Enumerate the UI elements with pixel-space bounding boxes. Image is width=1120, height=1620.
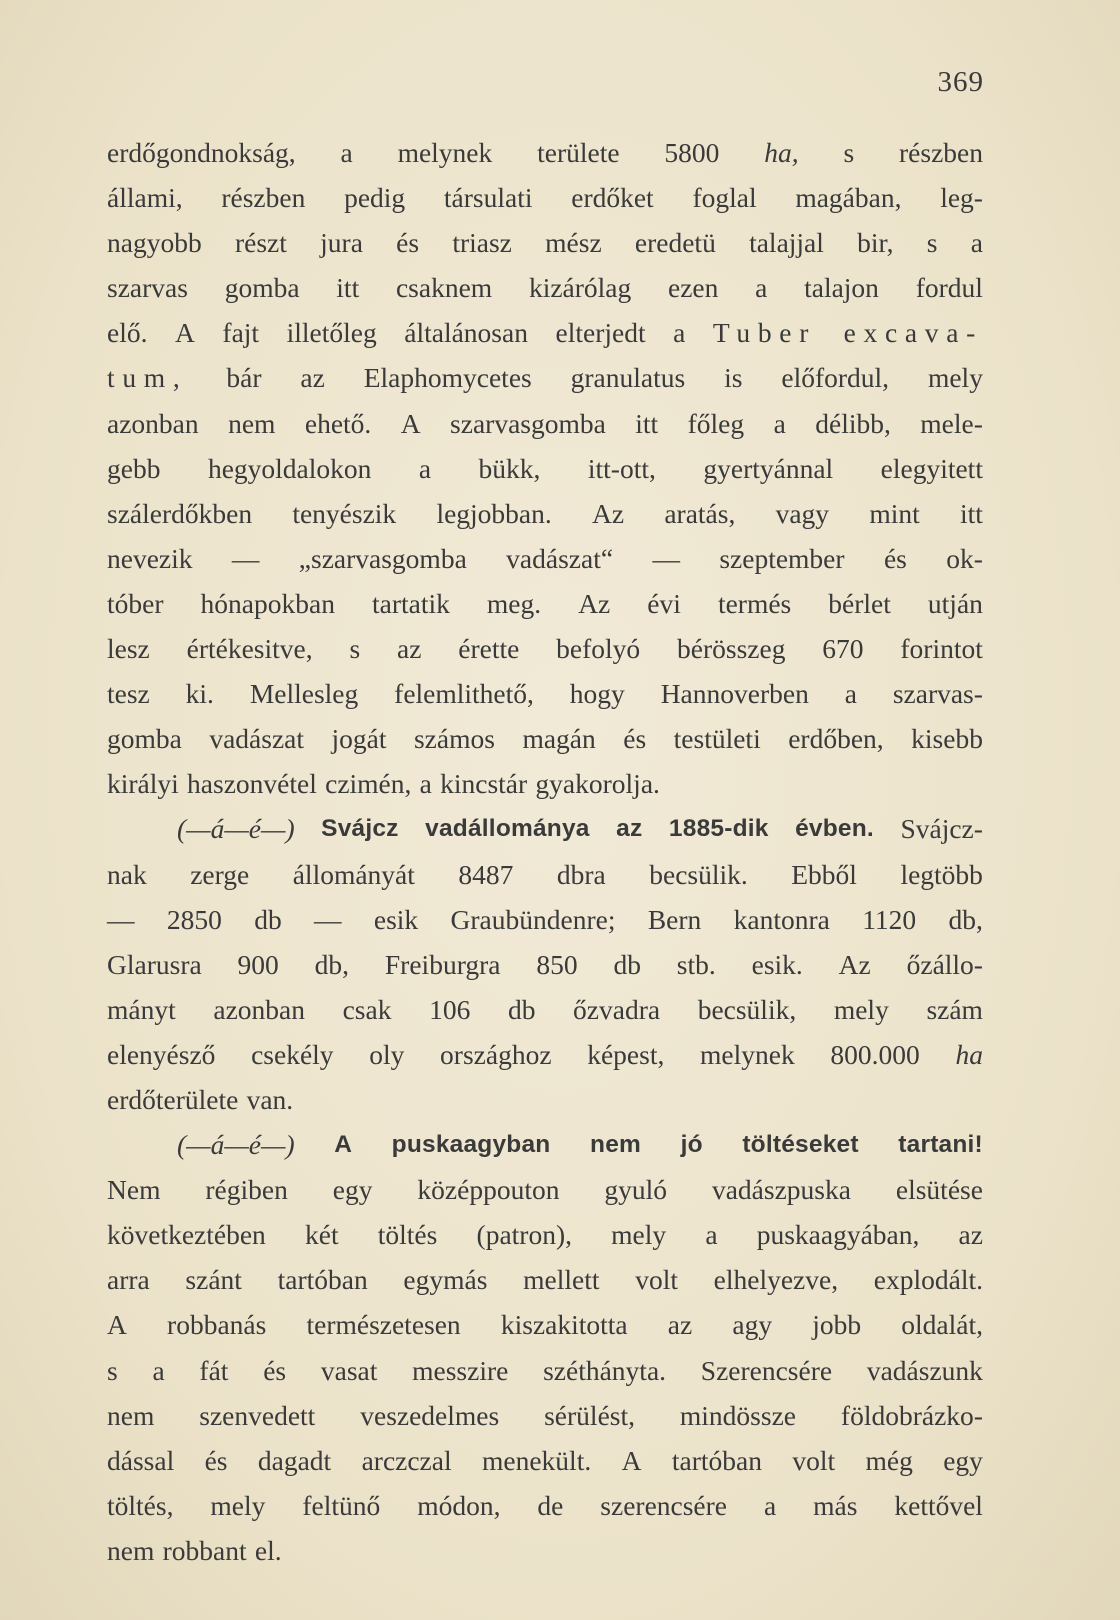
word: tartóban bbox=[277, 1264, 368, 1296]
word: a bbox=[340, 137, 353, 168]
word: erdőgondnokság, bbox=[107, 137, 296, 168]
word: két bbox=[304, 1219, 339, 1251]
word: kantonra bbox=[733, 903, 830, 935]
word: db bbox=[613, 948, 641, 980]
word: területe bbox=[537, 137, 620, 168]
word: feltünő bbox=[302, 1489, 381, 1521]
word: más bbox=[813, 1489, 858, 1521]
page-body-text bbox=[107, 130, 983, 1573]
heading-word: A bbox=[334, 1131, 353, 1159]
word: a bbox=[152, 1354, 165, 1386]
word: őzállo- bbox=[906, 948, 983, 980]
word: Mellesleg bbox=[249, 678, 359, 710]
heading-word: puskaagyban bbox=[391, 1131, 551, 1159]
word: szánt bbox=[185, 1264, 242, 1296]
word: a bbox=[755, 272, 768, 304]
word: régiben bbox=[205, 1174, 288, 1206]
word: haszonvétel bbox=[187, 768, 317, 800]
text-line bbox=[107, 265, 983, 310]
word: db bbox=[254, 903, 282, 935]
word: utján bbox=[927, 587, 983, 619]
word: és bbox=[263, 1354, 287, 1386]
word: itt bbox=[336, 272, 360, 304]
word: itt-ott, bbox=[587, 452, 656, 484]
heading-word: Svájcz bbox=[321, 815, 399, 843]
word: erdőterülete bbox=[107, 1083, 239, 1115]
word: meg. bbox=[486, 587, 542, 619]
word: Elaphomycetes bbox=[363, 362, 532, 394]
word: Ebből bbox=[791, 858, 857, 890]
word: felemlithető, bbox=[394, 678, 534, 710]
word: állományát bbox=[292, 858, 415, 890]
text-line bbox=[107, 1483, 983, 1528]
text-line bbox=[107, 1032, 983, 1077]
word: db bbox=[507, 993, 536, 1025]
word: őzvadra bbox=[573, 993, 661, 1025]
word: A bbox=[400, 407, 421, 439]
word: ezen bbox=[668, 272, 719, 304]
word: „szarvasgomba bbox=[298, 542, 467, 574]
word: becsülik, bbox=[697, 993, 797, 1025]
word: oldalát, bbox=[901, 1309, 983, 1341]
word: sérülést, bbox=[544, 1399, 635, 1431]
word: részben bbox=[221, 182, 306, 214]
word: legjobban. bbox=[436, 497, 552, 529]
word: 850 bbox=[536, 948, 578, 980]
word: 8487 bbox=[458, 858, 514, 890]
word: a bbox=[970, 227, 983, 259]
word: elegyitett bbox=[880, 452, 983, 484]
word: dagadt bbox=[257, 1444, 332, 1476]
word: a bbox=[844, 678, 857, 710]
word: db, bbox=[314, 948, 350, 980]
word: 5800 bbox=[664, 137, 720, 168]
word: A bbox=[175, 317, 195, 349]
text-line bbox=[107, 1212, 983, 1257]
word: (—á—é—) bbox=[177, 1129, 295, 1161]
word: 670 bbox=[822, 633, 864, 665]
word: nagyobb bbox=[107, 227, 202, 259]
word: töltés bbox=[377, 1219, 438, 1251]
word: Glarusra bbox=[107, 948, 202, 980]
word: Tuber bbox=[712, 317, 817, 349]
text-line bbox=[107, 1167, 983, 1212]
word: bir, bbox=[857, 227, 894, 259]
word: bérlet bbox=[828, 587, 891, 619]
text-line bbox=[107, 897, 983, 942]
word: 800.000 bbox=[830, 1038, 920, 1070]
word: vadászunk bbox=[866, 1354, 983, 1386]
word: fordul bbox=[915, 272, 983, 304]
word: termés bbox=[717, 587, 792, 619]
word: szenvedett bbox=[199, 1399, 316, 1431]
text-line bbox=[107, 852, 983, 897]
word: főleg bbox=[687, 407, 745, 439]
word: állami, bbox=[107, 182, 183, 214]
word: szarvas bbox=[107, 272, 188, 304]
word: czimén, bbox=[325, 768, 412, 800]
text-line bbox=[107, 581, 983, 626]
word: A bbox=[107, 1309, 127, 1341]
word: magában, bbox=[795, 182, 902, 214]
word: egymás bbox=[403, 1264, 488, 1296]
word: vadászpuska bbox=[711, 1174, 851, 1206]
word: Svájcz- bbox=[900, 813, 983, 845]
word: Az bbox=[838, 948, 871, 980]
word: s bbox=[107, 1354, 118, 1386]
word: számos bbox=[413, 723, 495, 755]
text-line bbox=[107, 175, 983, 220]
word: becsülik. bbox=[649, 858, 748, 890]
word: előfordul, bbox=[781, 362, 890, 394]
word: és bbox=[883, 542, 907, 574]
word: mányt bbox=[107, 993, 176, 1025]
text-line bbox=[107, 446, 983, 491]
word: itt bbox=[959, 497, 983, 529]
word: csaknem bbox=[395, 272, 493, 304]
text-line bbox=[107, 716, 983, 761]
word: Az bbox=[578, 587, 611, 619]
word: stb. bbox=[676, 948, 716, 980]
word: volt bbox=[792, 1444, 836, 1476]
word: elő. bbox=[107, 317, 148, 349]
word: hogy bbox=[569, 678, 625, 710]
word: nak bbox=[107, 858, 147, 890]
word: széthányta. bbox=[543, 1354, 667, 1386]
word: részt bbox=[234, 227, 287, 259]
word: aratás, bbox=[664, 497, 736, 529]
word: itt bbox=[635, 407, 659, 439]
word: db, bbox=[948, 903, 983, 935]
word: nem bbox=[228, 407, 276, 439]
word: azonban bbox=[213, 993, 305, 1025]
word: arra bbox=[107, 1264, 150, 1296]
word: mindössze bbox=[679, 1399, 797, 1431]
word: pedig bbox=[344, 182, 406, 214]
word: az bbox=[300, 362, 325, 394]
word: fajt bbox=[222, 317, 260, 349]
heading-word: nem bbox=[590, 1131, 642, 1159]
word: menekült. bbox=[482, 1444, 592, 1476]
text-line bbox=[107, 1122, 983, 1167]
text-line bbox=[107, 536, 983, 581]
word: hónapokban bbox=[200, 587, 335, 619]
text-line bbox=[107, 491, 983, 536]
heading-word: tartani! bbox=[898, 1131, 983, 1159]
word: általánosan bbox=[404, 317, 528, 349]
word: az bbox=[667, 1309, 693, 1341]
word: 900 bbox=[237, 948, 279, 980]
word: országhoz bbox=[440, 1038, 552, 1070]
word: van. bbox=[246, 1083, 294, 1115]
word: mely bbox=[210, 1489, 266, 1521]
word: Hannoverben bbox=[660, 678, 809, 710]
word: Szerencsére bbox=[700, 1354, 833, 1386]
word: egy bbox=[332, 1174, 373, 1206]
word: hegyoldalokon bbox=[207, 452, 372, 484]
text-line bbox=[107, 401, 983, 446]
text-line bbox=[107, 1438, 983, 1483]
word: mész bbox=[545, 227, 602, 259]
word: kincstár bbox=[440, 768, 528, 800]
word: melynek bbox=[700, 1038, 795, 1070]
word: részben bbox=[899, 137, 983, 168]
text-line bbox=[107, 355, 983, 400]
word: vasat bbox=[320, 1354, 378, 1386]
word: puskaagyában, bbox=[756, 1219, 920, 1251]
word: talajon bbox=[804, 272, 879, 304]
text-line bbox=[107, 987, 983, 1032]
word: még bbox=[865, 1444, 913, 1476]
word: következtében bbox=[107, 1219, 266, 1251]
word: szám bbox=[926, 993, 983, 1025]
word: testületi bbox=[673, 723, 761, 755]
heading-word: évben. bbox=[795, 815, 874, 843]
word: erdőben, bbox=[788, 723, 884, 755]
word: kisebb bbox=[911, 723, 983, 755]
word: bár bbox=[226, 362, 262, 394]
text-line bbox=[107, 1528, 983, 1573]
word: arczczal bbox=[361, 1444, 452, 1476]
word: dással bbox=[107, 1444, 175, 1476]
word: mely bbox=[927, 362, 983, 394]
text-line bbox=[107, 1077, 983, 1122]
word: veszedelmes bbox=[360, 1399, 500, 1431]
word: explodált. bbox=[873, 1264, 983, 1296]
word: gyuló bbox=[604, 1174, 668, 1206]
word: és bbox=[396, 227, 420, 259]
word: szerencsére bbox=[600, 1489, 728, 1521]
text-line bbox=[107, 310, 983, 355]
word: az bbox=[958, 1219, 983, 1251]
word: zerge bbox=[190, 858, 250, 890]
text-line bbox=[107, 671, 983, 716]
word: a bbox=[673, 317, 686, 349]
word: töltés, bbox=[107, 1489, 174, 1521]
word: szarvas- bbox=[892, 678, 983, 710]
word: jogát bbox=[331, 723, 387, 755]
word: vadászat“ bbox=[506, 542, 614, 574]
word: — bbox=[107, 903, 135, 935]
word: elterjedt bbox=[555, 317, 646, 349]
word: forintot bbox=[900, 633, 983, 665]
word: magán bbox=[522, 723, 596, 755]
word: csak bbox=[342, 993, 392, 1025]
heading-word: vadállománya bbox=[425, 815, 590, 843]
word: mellett bbox=[523, 1264, 600, 1296]
word: a bbox=[773, 407, 786, 439]
word: képest, bbox=[587, 1038, 665, 1070]
word: talajjal bbox=[749, 227, 824, 259]
word: délibb, bbox=[815, 407, 891, 439]
word: ha, bbox=[764, 137, 799, 168]
word: az bbox=[396, 633, 422, 665]
word: ehető. bbox=[304, 407, 372, 439]
word: 2850 bbox=[166, 903, 222, 935]
word: ok- bbox=[946, 542, 983, 574]
word: esik bbox=[373, 903, 419, 935]
word: királyi bbox=[107, 768, 179, 800]
word: el. bbox=[254, 1534, 282, 1566]
word: s bbox=[843, 137, 855, 168]
text-line bbox=[107, 806, 983, 851]
text-line bbox=[107, 1348, 983, 1393]
word: mely bbox=[611, 1219, 667, 1251]
word: társulati bbox=[443, 182, 533, 214]
word: jobb bbox=[812, 1309, 862, 1341]
word: tesz bbox=[107, 678, 150, 710]
word: nem bbox=[107, 1534, 155, 1566]
word: lesz bbox=[107, 633, 150, 665]
word: a bbox=[763, 1489, 777, 1521]
word: jura bbox=[320, 227, 363, 259]
word: volt bbox=[635, 1264, 678, 1296]
word: és bbox=[623, 723, 647, 755]
word: Nem bbox=[107, 1174, 161, 1206]
word: elenyésző bbox=[107, 1038, 216, 1070]
word: egy bbox=[943, 1444, 983, 1476]
word: eredetü bbox=[634, 227, 716, 259]
text-line bbox=[107, 1257, 983, 1302]
word: — bbox=[314, 903, 342, 935]
word: triasz bbox=[452, 227, 512, 259]
text-line bbox=[107, 942, 983, 987]
word: és bbox=[204, 1444, 228, 1476]
word: nevezik bbox=[107, 542, 193, 574]
word: a bbox=[418, 452, 432, 484]
word: de bbox=[537, 1489, 564, 1521]
word: messzire bbox=[412, 1354, 509, 1386]
word: tartatik bbox=[372, 587, 450, 619]
word: tartóban bbox=[671, 1444, 762, 1476]
word: excava- bbox=[843, 317, 983, 349]
word: erdőket bbox=[571, 182, 654, 214]
text-line bbox=[107, 626, 983, 671]
word: — bbox=[231, 542, 260, 574]
word: vagy bbox=[775, 497, 830, 529]
word: természetesen bbox=[306, 1309, 461, 1341]
word: tum, bbox=[107, 362, 188, 394]
word: foglal bbox=[692, 182, 757, 214]
word: oly bbox=[369, 1038, 405, 1070]
word: legtöbb bbox=[900, 858, 983, 890]
word: szarvasgomba bbox=[450, 407, 606, 439]
word: módon, bbox=[417, 1489, 501, 1521]
word: gomba bbox=[224, 272, 300, 304]
word: s bbox=[349, 633, 361, 665]
word: dbra bbox=[556, 858, 606, 890]
word: gebb bbox=[107, 452, 161, 484]
word: mint bbox=[869, 497, 920, 529]
word: a bbox=[705, 1219, 718, 1251]
word: ki. bbox=[185, 678, 214, 710]
word: (—á—é—) bbox=[177, 813, 295, 845]
word: vadászat bbox=[209, 723, 305, 755]
word: esik. bbox=[751, 948, 803, 980]
word: tenyészik bbox=[292, 497, 397, 529]
word: fát bbox=[199, 1354, 229, 1386]
word: A bbox=[621, 1444, 642, 1476]
word: Bern bbox=[647, 903, 702, 935]
word: ha bbox=[955, 1038, 983, 1070]
word: kettővel bbox=[894, 1489, 983, 1521]
heading-word: jó bbox=[680, 1131, 703, 1159]
word: gyertyánnal bbox=[703, 452, 834, 484]
word: robbanás bbox=[167, 1309, 267, 1341]
text-line bbox=[107, 220, 983, 265]
word: szeptember bbox=[719, 542, 845, 574]
word: szálerdőkben bbox=[107, 497, 253, 529]
word: — bbox=[652, 542, 680, 574]
word: csekély bbox=[251, 1038, 334, 1070]
word: Freiburgra bbox=[384, 948, 501, 980]
word: granulatus bbox=[570, 362, 686, 394]
word: robbant bbox=[162, 1534, 247, 1566]
word: 106 bbox=[429, 993, 471, 1025]
word: agy bbox=[732, 1309, 773, 1341]
word: kiszakitotta bbox=[500, 1309, 628, 1341]
word: középpouton bbox=[417, 1174, 560, 1206]
word: (patron), bbox=[476, 1219, 572, 1251]
word: gomba bbox=[107, 723, 182, 755]
text-line bbox=[107, 130, 983, 175]
heading-word: töltéseket bbox=[742, 1131, 859, 1159]
word: a bbox=[419, 768, 432, 800]
text-line bbox=[107, 1393, 983, 1438]
word: bükk, bbox=[478, 452, 541, 484]
word: befolyó bbox=[556, 633, 641, 665]
word: nem bbox=[107, 1399, 155, 1431]
word: melynek bbox=[397, 137, 493, 168]
text-line bbox=[107, 1302, 983, 1347]
word: elhelyezve, bbox=[713, 1264, 839, 1296]
word: leg- bbox=[940, 182, 983, 214]
word: értékesitve, bbox=[186, 633, 313, 665]
heading-word: az bbox=[616, 815, 643, 843]
word: azonban bbox=[107, 407, 199, 439]
word: bérösszeg bbox=[677, 633, 786, 665]
word: mele- bbox=[920, 407, 983, 439]
word: évi bbox=[647, 587, 681, 619]
word: illetőleg bbox=[286, 317, 377, 349]
word: mely bbox=[833, 993, 889, 1025]
word: tóber bbox=[107, 587, 164, 619]
word: s bbox=[926, 227, 938, 259]
word: Graubündenre; bbox=[450, 903, 616, 935]
word: is bbox=[724, 362, 743, 394]
heading-word: 1885-dik bbox=[668, 815, 769, 843]
word: érette bbox=[458, 633, 520, 665]
word: gyakorolja. bbox=[535, 768, 660, 800]
page-number: 369 bbox=[937, 66, 984, 98]
word: 1120 bbox=[862, 903, 917, 935]
word: kizárólag bbox=[528, 272, 632, 304]
word: Az bbox=[592, 497, 625, 529]
word: elsütése bbox=[895, 1174, 983, 1206]
word: földobrázko- bbox=[840, 1399, 983, 1431]
text-line bbox=[107, 761, 983, 806]
